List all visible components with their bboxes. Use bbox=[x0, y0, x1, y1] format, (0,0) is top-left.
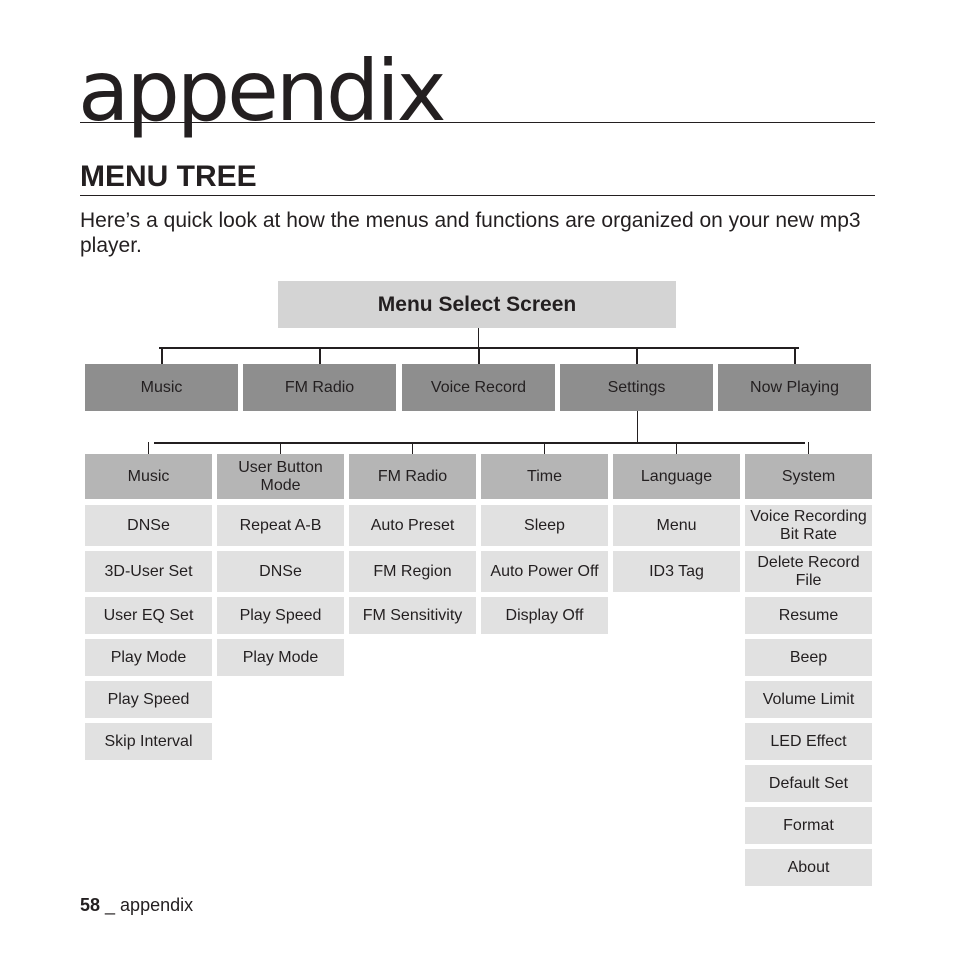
menu-item-time-auto-power-off: Auto Power Off bbox=[481, 551, 608, 592]
connector-time bbox=[544, 442, 545, 454]
connector-voice-record bbox=[478, 347, 480, 364]
menu-item-system-about: About bbox=[745, 849, 872, 886]
menu-item-system-default-set: Default Set bbox=[745, 765, 872, 802]
settings-header-music: Music bbox=[85, 454, 212, 499]
menu-item-system-delete-record-file: Delete Record File bbox=[745, 551, 872, 592]
menu-select-screen-box: Menu Select Screen bbox=[278, 281, 676, 328]
menu-item-user-button-mode-dnse: DNSe bbox=[217, 551, 344, 592]
menu-item-music-user-eq-set: User EQ Set bbox=[85, 597, 212, 634]
menu-item-language-menu: Menu bbox=[613, 505, 740, 546]
menu-item-system-volume-limit: Volume Limit bbox=[745, 681, 872, 718]
section-rule bbox=[80, 195, 875, 196]
connector-settings bbox=[636, 347, 638, 364]
connector-language bbox=[676, 442, 677, 454]
menu-item-fm-radio-auto-preset: Auto Preset bbox=[349, 505, 476, 546]
connector-music bbox=[148, 442, 149, 454]
top-menu-settings: Settings bbox=[560, 364, 713, 411]
page-footer bbox=[80, 894, 193, 916]
settings-header-system: System bbox=[745, 454, 872, 499]
chapter-rule bbox=[80, 122, 875, 123]
menu-item-language-id3-tag: ID3 Tag bbox=[613, 551, 740, 592]
chapter-title: appendix bbox=[78, 42, 444, 140]
menu-item-system-resume: Resume bbox=[745, 597, 872, 634]
settings-header-fm-radio: FM Radio bbox=[349, 454, 476, 499]
footer-separator: _ bbox=[100, 895, 121, 915]
top-menu-voice-record: Voice Record bbox=[402, 364, 555, 411]
connector-root bbox=[478, 328, 479, 348]
menu-item-time-sleep: Sleep bbox=[481, 505, 608, 546]
menu-item-music-play-speed: Play Speed bbox=[85, 681, 212, 718]
menu-item-music-3d-user-set: 3D-User Set bbox=[85, 551, 212, 592]
menu-item-system-format: Format bbox=[745, 807, 872, 844]
menu-item-user-button-mode-play-speed: Play Speed bbox=[217, 597, 344, 634]
menu-item-system-beep: Beep bbox=[745, 639, 872, 676]
connector-fm-radio bbox=[412, 442, 413, 454]
intro-text: Here’s a quick look at how the menus and functions are organized on your new mp3 player. bbox=[80, 209, 861, 257]
menu-item-time-display-off: Display Off bbox=[481, 597, 608, 634]
settings-header-language: Language bbox=[613, 454, 740, 499]
connector-now-playing bbox=[794, 347, 796, 364]
menu-item-music-dnse: DNSe bbox=[85, 505, 212, 546]
menu-item-music-skip-interval: Skip Interval bbox=[85, 723, 212, 760]
menu-item-system-led-effect: LED Effect bbox=[745, 723, 872, 760]
menu-item-music-play-mode: Play Mode bbox=[85, 639, 212, 676]
page-number: 58 bbox=[80, 895, 101, 915]
connector-music bbox=[161, 347, 163, 364]
top-menu-fm-radio: FM Radio bbox=[243, 364, 396, 411]
top-menu-music: Music bbox=[85, 364, 238, 411]
settings-header-time: Time bbox=[481, 454, 608, 499]
menu-item-fm-radio-fm-region: FM Region bbox=[349, 551, 476, 592]
connector-fm-radio bbox=[319, 347, 321, 364]
connector-system bbox=[808, 442, 809, 454]
section-title: MENU TREE bbox=[80, 160, 257, 193]
menu-item-user-button-mode-repeat-a-b: Repeat A-B bbox=[217, 505, 344, 546]
menu-item-fm-radio-fm-sensitivity: FM Sensitivity bbox=[349, 597, 476, 634]
footer-section: appendix bbox=[120, 895, 194, 915]
menu-item-system-voice-recording-bit-rate: Voice Recording Bit Rate bbox=[745, 505, 872, 546]
top-menu-now-playing: Now Playing bbox=[718, 364, 871, 411]
connector-settings bbox=[637, 411, 638, 443]
settings-header-user-button-mode: User Button Mode bbox=[217, 454, 344, 499]
menu-item-user-button-mode-play-mode: Play Mode bbox=[217, 639, 344, 676]
connector-settings-bar bbox=[154, 442, 805, 444]
connector-user-button-mode bbox=[280, 442, 281, 454]
